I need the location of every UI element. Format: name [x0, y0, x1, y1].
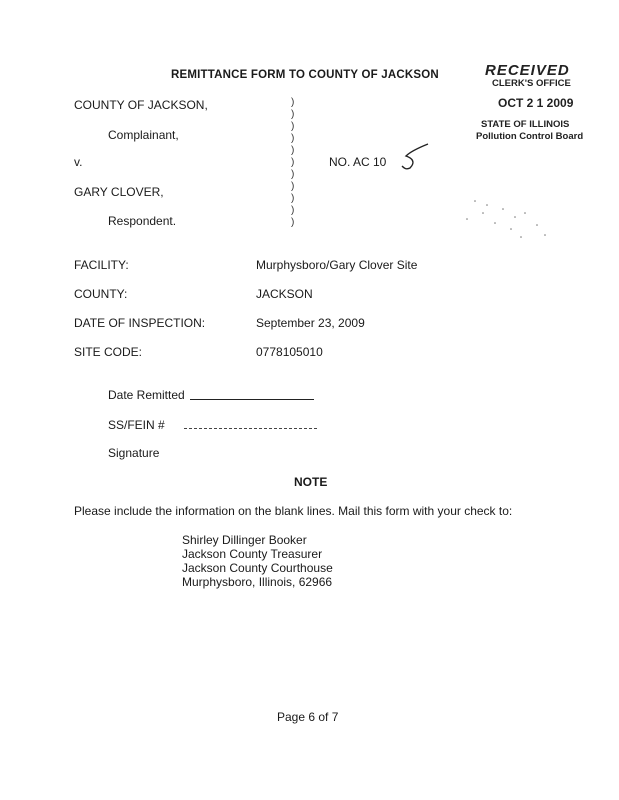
facility-value: Murphysboro/Gary Clover Site [256, 258, 418, 272]
county-label: COUNTY: [74, 287, 128, 301]
note-heading: NOTE [294, 475, 328, 489]
form-title: REMITTANCE FORM TO COUNTY OF JACKSON [171, 69, 439, 81]
caption-bracket: ) ) ) ) ) ) ) ) ) ) ) [291, 97, 295, 228]
address-line: Shirley Dillinger Booker [182, 533, 307, 547]
address-line: Murphysboro, Illinois, 62966 [182, 575, 333, 589]
stamp-clerks-office: CLERK'S OFFICE [492, 78, 571, 89]
site-code-label: SITE CODE: [74, 345, 143, 359]
stamp-state: STATE OF ILLINOIS [481, 119, 570, 130]
date-remitted-label: Date Remitted [108, 388, 185, 402]
stamp-board: Pollution Control Board [476, 131, 584, 142]
date-remitted-line[interactable] [190, 387, 314, 400]
scan-speckles [455, 195, 555, 245]
page-number: Page 6 of 7 [277, 710, 339, 724]
note-instruction: Please include the information on the blank lines. Mail this form with your check to: [74, 504, 513, 518]
site-code-value: 0778105010 [256, 345, 323, 359]
stamp-date: OCT 2 1 2009 [498, 96, 574, 110]
plaintiff-role: Complainant, [108, 128, 179, 142]
case-number: NO. AC 10 [329, 155, 387, 169]
county-value: JACKSON [256, 287, 313, 301]
handwritten-mark-icon [398, 140, 434, 174]
stamp-received: RECEIVED [485, 62, 570, 79]
signature-label: Signature [108, 446, 160, 460]
facility-label: FACILITY: [74, 258, 129, 272]
plaintiff-name: COUNTY OF JACKSON, [74, 98, 208, 112]
inspection-date-value: September 23, 2009 [256, 316, 365, 330]
inspection-date-label: DATE OF INSPECTION: [74, 316, 206, 330]
versus-label: v. [74, 155, 83, 169]
defendant-name: GARY CLOVER, [74, 185, 164, 199]
ssfein-line[interactable] [184, 417, 317, 429]
address-line: Jackson County Courthouse [182, 561, 333, 575]
ssfein-label: SS/FEIN # [108, 418, 165, 432]
defendant-role: Respondent. [108, 214, 177, 228]
address-line: Jackson County Treasurer [182, 547, 323, 561]
